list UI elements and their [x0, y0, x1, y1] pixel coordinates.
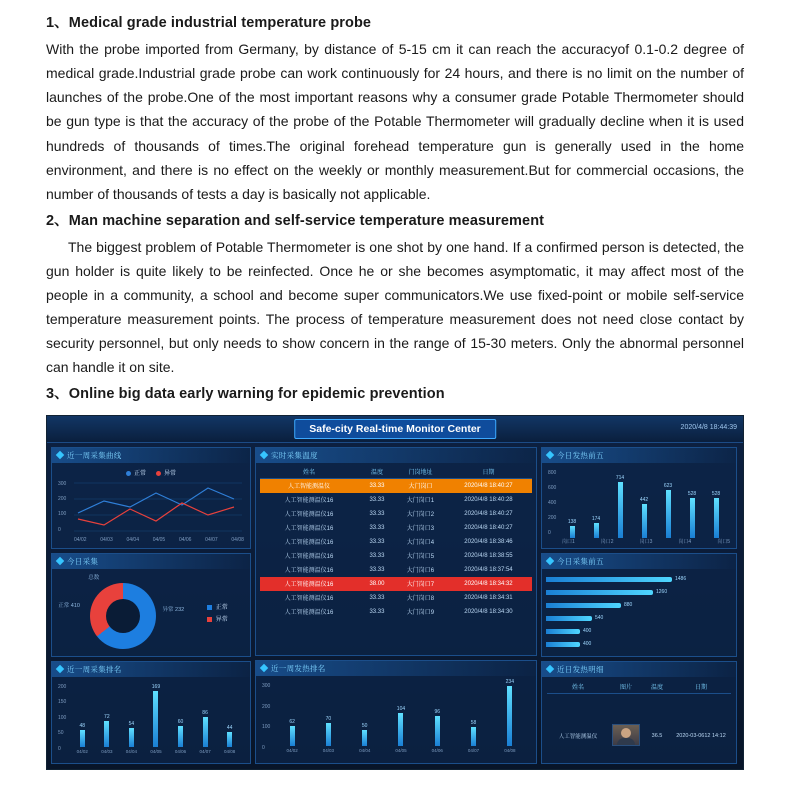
- weekly-curve-y-axis: 300 200 100 0: [58, 480, 67, 533]
- panel-today-collect-rank-title: 今日采集前五: [557, 556, 604, 566]
- bar-item: 60 04/06: [174, 718, 187, 754]
- panel-today-collect-header: [52, 554, 250, 569]
- legend-item-normal: 正常: [126, 468, 146, 477]
- donut-label-normal: 正常 410: [58, 602, 80, 609]
- panel-today-collect-rank-body: [542, 569, 736, 653]
- bar-item: 528: [688, 466, 696, 538]
- diamond-icon: [260, 664, 268, 672]
- week-abnormal-bars: [260, 679, 532, 753]
- dashboard-middle-column: [255, 447, 537, 764]
- bar-item: 104 04/05: [395, 705, 407, 753]
- hbar-row: 540: [546, 612, 732, 625]
- panel-week-abnormal-rank: [255, 660, 537, 764]
- bar-item: 48 04/02: [76, 722, 88, 754]
- legend-item-abnormal: 异常: [156, 468, 176, 477]
- column-header-image: 图片: [619, 684, 632, 691]
- record-name: 人工智能测温仪: [558, 733, 598, 740]
- legend-item-normal: 正常: [207, 603, 228, 614]
- bar-item: 58 04/07: [467, 719, 480, 753]
- bar-item: 442: [640, 466, 648, 538]
- today-collect-legend: [207, 603, 228, 626]
- diamond-icon: [546, 451, 554, 459]
- panel-week-rank-header: [52, 662, 250, 677]
- bar-item: 86 04/07: [199, 709, 211, 754]
- table-row[interactable]: 人工智能测温仪16 33.33 大门岗口2 2020/4/8 18:40:27: [284, 510, 513, 519]
- panel-today-abnormal-header: [542, 448, 736, 463]
- dashboard-right-column: [541, 447, 737, 764]
- today-collect-donut-wrap: [56, 572, 246, 657]
- diamond-icon: [546, 557, 554, 565]
- panel-realtime-temp: [255, 447, 537, 656]
- panel-abnormal-detail: [541, 661, 737, 764]
- panel-weekly-curve-header: [52, 448, 250, 463]
- diamond-icon: [56, 557, 64, 565]
- panel-today-abnormal-body: [542, 463, 736, 548]
- today-abnormal-bars: [546, 466, 732, 538]
- section-2-paragraph: The biggest problem of Potable Thermometer is one shot by one hand. If a confirmed person is detected, the gun holder is quite likely to be reinfected. Once he or she becomes asymptomatic, it may affect most of the people in a community, a school and become super communicators.We use fixed-point or mobile self-service temperature measurement points. The process of temperature measurement does not need close contact by security personnel, but only needs to show concern in the range of 15-30 meters. Only the abnormal personnel can handle it on site.: [46, 238, 744, 376]
- table-row[interactable]: 人工智能测温仪16 33.33 大门岗口1 2020/4/8 18:40:28: [284, 496, 513, 505]
- donut-label-total: 总数: [88, 574, 100, 581]
- diamond-icon: [56, 665, 64, 673]
- weekly-curve-chart: [74, 479, 242, 535]
- legend-item-abnormal: 异常: [207, 615, 228, 626]
- panel-week-abnormal-rank-body: [256, 676, 536, 756]
- dashboard-left-column: [51, 447, 251, 764]
- bar-item: 54 04/04: [125, 720, 138, 754]
- table-row[interactable]: 人工智能测温仪16 38.00 大门岗口7 2020/4/8 18:34:32: [260, 577, 532, 591]
- today-collect-donut: [90, 583, 156, 649]
- dashboard-screenshot: [46, 415, 744, 770]
- record-photo-cell: [609, 724, 643, 748]
- table-row[interactable]: 人工智能测温仪16 33.33 大门岗口6 2020/4/8 18:37:54: [284, 566, 513, 575]
- column-header-date: 日期: [445, 465, 532, 479]
- column-header-gate: 门岗地址: [396, 465, 445, 479]
- bar-item: 234 04/08: [504, 678, 516, 753]
- bar-item: 169 04/05: [150, 683, 162, 754]
- hbar-row: 1486: [546, 573, 732, 586]
- today-abnormal-y-axis: 800 600 400 200 0: [548, 469, 557, 536]
- bar-item: 528: [712, 466, 720, 538]
- hbar-row: 1260: [546, 586, 732, 599]
- weekly-curve-x-axis: 04/02 04/03 04/04 04/05 04/06 04/07 04/08: [74, 536, 244, 543]
- record-temperature: 36.5: [651, 732, 663, 739]
- bar-item: 44 04/08: [224, 724, 236, 754]
- panel-weekly-curve-body: [52, 463, 250, 546]
- record-date: 2020-03-0612 14:12: [676, 732, 726, 739]
- bar-item: 623: [664, 466, 672, 538]
- panel-realtime-temp-body: [256, 463, 536, 621]
- panel-weekly-curve-title: 近一周采集曲线: [67, 450, 122, 460]
- bar-item: 50 04/04: [359, 722, 371, 753]
- column-header-name: 姓名: [571, 684, 584, 691]
- dashboard-header: [47, 416, 743, 443]
- panel-today-collect-rank-header: [542, 554, 736, 569]
- column-header-temp: 温度: [650, 684, 663, 691]
- bar-item: 70 04/03: [322, 715, 335, 753]
- panel-week-rank-title: 近一周采集排名: [67, 664, 122, 674]
- bar-item: 714: [616, 466, 624, 538]
- column-header-date: 日期: [694, 684, 707, 691]
- week-rank-bars: [56, 680, 246, 754]
- table-row[interactable]: 人工智能测温仪16 33.33 大门岗口4 2020/4/8 18:38:46: [284, 538, 513, 547]
- panel-today-abnormal-title: 今日发热前五: [557, 450, 604, 460]
- section-1-heading: 1、Medical grade industrial temperature probe: [46, 15, 372, 31]
- panel-realtime-temp-header: [256, 448, 536, 463]
- diamond-icon: [546, 665, 554, 673]
- dashboard-timestamp: 2020/4/8 18:44:39: [680, 423, 737, 431]
- weekly-curve-legend: [56, 468, 246, 477]
- abnormal-detail-header-row: [547, 679, 731, 694]
- panel-weekly-curve: [51, 447, 251, 549]
- bar-item: 138: [568, 466, 576, 538]
- table-row[interactable]: 人工智能测温仪16 33.33 大门岗口9 2020/4/8 18:34:30: [284, 608, 513, 617]
- realtime-temp-table: [260, 465, 532, 619]
- dashboard-body: [47, 443, 743, 768]
- panel-week-rank: [51, 661, 251, 764]
- column-header-name: 姓名: [260, 465, 358, 479]
- table-header-row: [260, 465, 532, 479]
- today-abnormal-x-axis: 岗口1 岗口2 岗口3 岗口4 岗口5: [562, 538, 730, 545]
- list-item[interactable]: [547, 718, 731, 754]
- hbar-row: 400: [546, 625, 732, 638]
- panel-week-abnormal-rank-header: [256, 661, 536, 676]
- bar-item: 72 04/03: [101, 713, 113, 754]
- section-1-paragraph: With the probe imported from Germany, by distance of 5-15 cm it can reach the accuracyof 0.1-0.2 degree of medical grade.Industrial grade probe can work continuously for 24 hours, and there is no limit on the number of launches of the probe.One of the most important reasons why a consumer grade Potable Thermometer should be gun type is that the accuracy of the probe of the Potable Thermometer will gradually decline when it is used hundreds of thousands of times.The original forehead temperature gun is generally used in the home environment, and there is no effect on the weekly or monthly measurement.But for commercial occasions, the number of thousands of tests a day is basically not applicable.: [46, 41, 744, 202]
- section-2-heading: 2、Man machine separation and self-service temperature measurement: [46, 212, 545, 229]
- week-rank-y-axis: 200 150 100 50 0: [58, 683, 67, 752]
- panel-abnormal-detail-header: [542, 662, 736, 677]
- panel-week-rank-body: [52, 677, 250, 757]
- panel-realtime-temp-title: 实时采集温度: [271, 450, 318, 460]
- dashboard-title: Safe-city Real-time Monitor Center: [294, 419, 496, 439]
- panel-abnormal-detail-title: 近日发热明细: [557, 664, 604, 674]
- panel-today-abnormal: [541, 447, 737, 549]
- bar-item: 174: [592, 466, 600, 538]
- bar-item: 62 04/02: [286, 718, 298, 753]
- donut-label-abnormal: 异常 232: [162, 606, 185, 613]
- hbar-row: 400: [546, 638, 732, 651]
- section-3-heading: 3、Online big data early warning for epidemic prevention: [46, 386, 445, 403]
- table-row[interactable]: 人工智能测温仪 33.33 大门岗口 2020/4/8 18:40:27: [260, 478, 532, 493]
- panel-today-collect-rank: [541, 553, 737, 657]
- diamond-icon: [260, 451, 268, 459]
- table-row[interactable]: 人工智能测温仪16 33.33 大门岗口3 2020/4/8 18:40:27: [284, 524, 513, 533]
- diamond-icon: [56, 451, 64, 459]
- table-row[interactable]: 人工智能测温仪16 33.33 大门岗口5 2020/4/8 18:38:55: [284, 552, 513, 561]
- panel-abnormal-detail-body: [542, 677, 736, 756]
- panel-week-abnormal-rank-title: 近一周发热排名: [271, 663, 326, 673]
- table-row[interactable]: 人工智能测温仪16 33.33 大门岗口8 2020/4/8 18:34:31: [284, 594, 513, 603]
- week-abnormal-y-axis: 300 200 100 0: [262, 682, 271, 751]
- panel-today-collect: [51, 553, 251, 657]
- hbar-row: 880: [546, 599, 732, 612]
- column-header-temp: 温度: [358, 465, 396, 479]
- person-face-thumbnail: [612, 724, 640, 746]
- bar-item: 96 04/06: [431, 708, 443, 753]
- panel-today-collect-body: [52, 569, 250, 657]
- panel-today-collect-title: 今日采集: [67, 556, 99, 566]
